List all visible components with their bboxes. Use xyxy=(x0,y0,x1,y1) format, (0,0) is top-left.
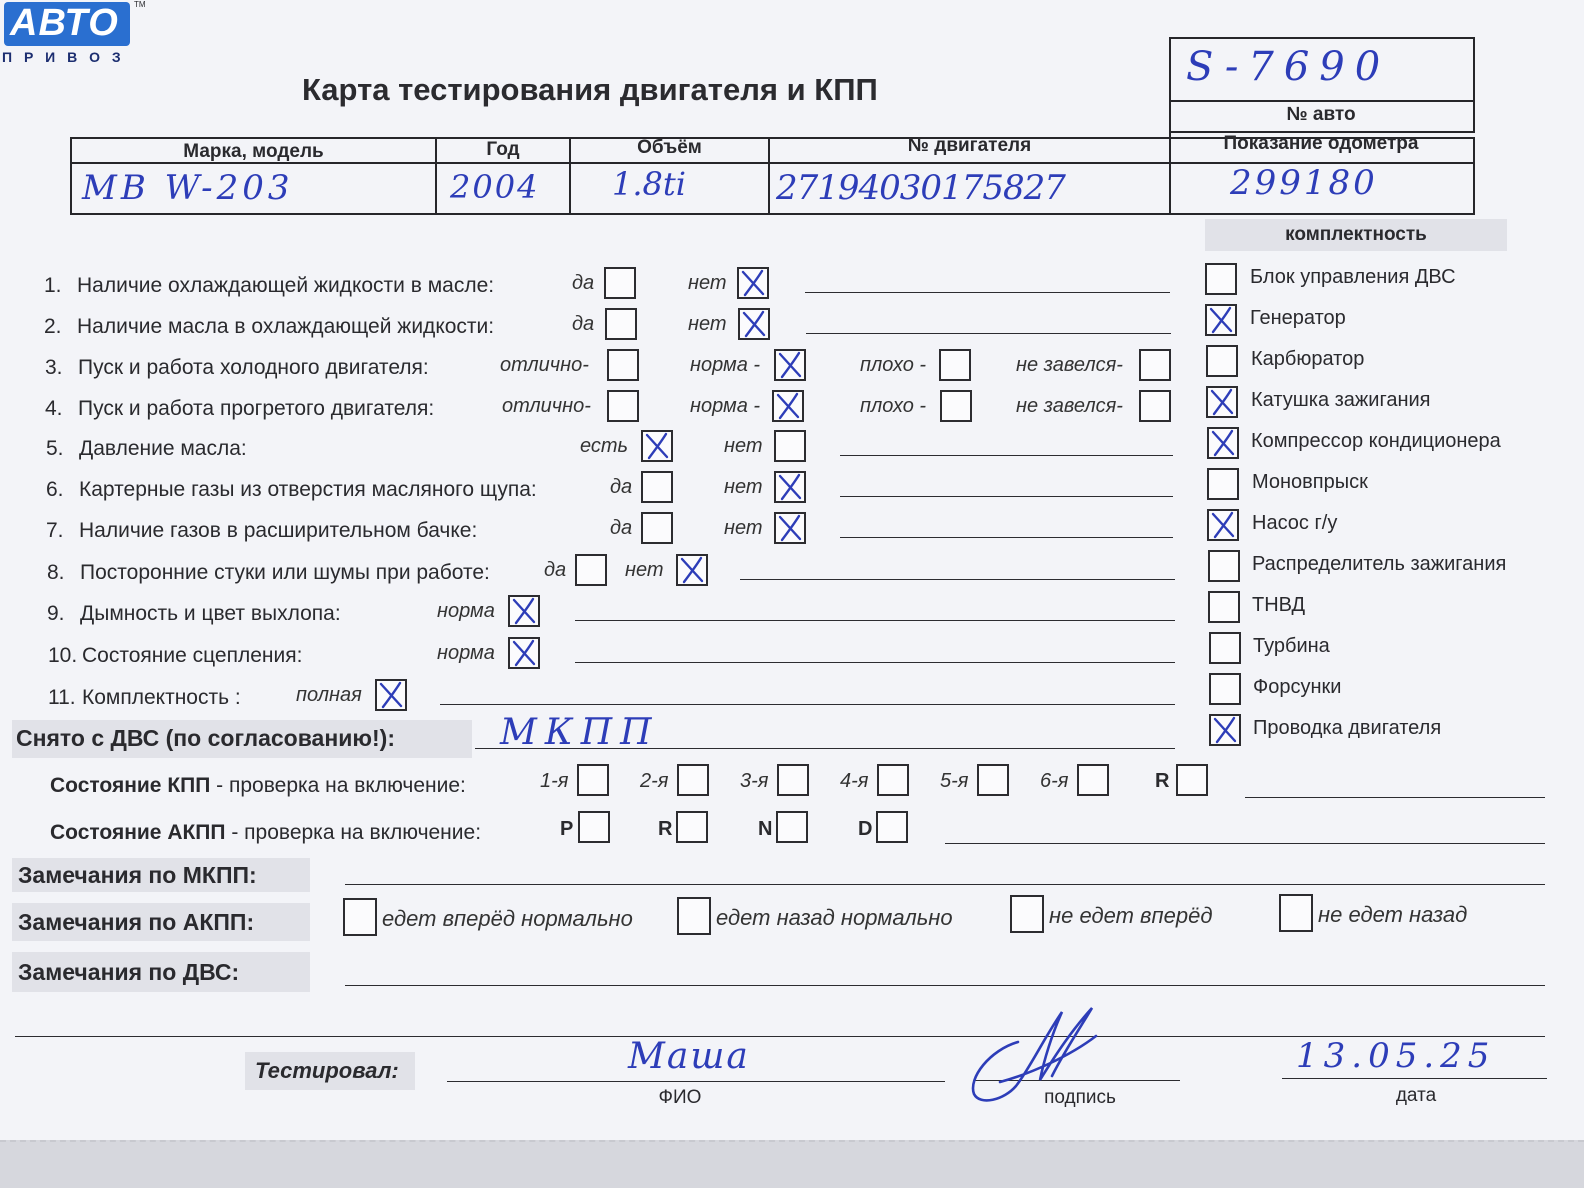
option-checkbox[interactable] xyxy=(737,267,769,299)
option-checkbox[interactable] xyxy=(575,554,607,586)
checkmark-icon xyxy=(676,554,708,586)
akpp-remark-label: едет назад нормально xyxy=(716,905,953,930)
option-label: нет xyxy=(625,559,664,581)
question-number: 3. xyxy=(45,356,63,379)
mode-checkbox[interactable] xyxy=(776,811,808,843)
complete-checkbox[interactable] xyxy=(1207,468,1239,500)
option-label: да xyxy=(544,559,567,581)
option-checkbox[interactable] xyxy=(774,349,806,381)
complete-checkbox[interactable] xyxy=(1205,263,1237,295)
option-checkbox[interactable] xyxy=(607,390,639,422)
remarks-akpp-label: Замечания по АКПП: xyxy=(18,909,255,935)
gear-checkbox[interactable] xyxy=(977,764,1009,796)
complete-item-label: Компрессор кондиционера xyxy=(1251,430,1501,452)
gear-label: 2-я xyxy=(640,770,669,792)
question-number: 10. xyxy=(48,644,78,667)
auto-number-label: № авто xyxy=(1286,104,1356,125)
gear-label: R xyxy=(1155,770,1170,792)
auto-box-divider xyxy=(1169,100,1473,102)
answer-line xyxy=(575,620,1175,621)
date-line xyxy=(1282,1078,1547,1079)
complete-checkbox[interactable] xyxy=(1205,304,1237,336)
checkmark-icon xyxy=(774,349,806,381)
option-label: не завелся- xyxy=(1016,354,1123,376)
col-header-year: Год xyxy=(486,139,520,160)
gear-label: 3-я xyxy=(740,770,769,792)
question-text: Картерные газы из отверстия масляного щупа: xyxy=(79,478,537,501)
complete-item-label: Насос г/у xyxy=(1252,512,1338,534)
col-header-odometer: Показание одометра xyxy=(1223,133,1419,154)
option-label: норма - xyxy=(690,395,761,417)
option-checkbox[interactable] xyxy=(774,512,806,544)
answer-line xyxy=(840,455,1173,456)
option-label: нет xyxy=(724,435,763,457)
option-label: да xyxy=(572,313,595,335)
sign-label: подпись xyxy=(1044,1087,1116,1108)
remarks-mkpp-line xyxy=(345,884,1545,885)
question-text: Наличие газов в расширительном бачке: xyxy=(79,519,478,542)
option-checkbox[interactable] xyxy=(676,554,708,586)
kpp-label-bold: Состояние КПП xyxy=(50,774,211,797)
checkmark-icon xyxy=(1207,509,1239,541)
akpp-remark-checkbox[interactable] xyxy=(1010,895,1044,933)
value-model: МВ W-203 xyxy=(82,168,294,208)
logo-tm: TM xyxy=(134,0,146,9)
complete-checkbox[interactable] xyxy=(1209,632,1241,664)
option-label: да xyxy=(610,476,633,498)
answer-line xyxy=(440,704,1175,705)
value-year: 2004 xyxy=(450,168,540,206)
complete-item-label: Блок управления ДВС xyxy=(1250,266,1456,288)
value-odometer: 299180 xyxy=(1230,163,1378,203)
mode-checkbox[interactable] xyxy=(876,811,908,843)
complete-item-label: Карбюратор xyxy=(1251,348,1365,370)
option-checkbox[interactable] xyxy=(1139,390,1171,422)
complete-title: комплектность xyxy=(1285,224,1427,245)
mode-label: R xyxy=(658,818,673,840)
akpp-remark-checkbox[interactable] xyxy=(677,897,711,935)
option-checkbox[interactable] xyxy=(508,637,540,669)
complete-item-label: Катушка зажигания xyxy=(1251,389,1431,411)
question-number: 11. xyxy=(48,686,76,709)
option-label: норма xyxy=(437,600,495,622)
answer-line xyxy=(805,292,1170,293)
question-number: 7. xyxy=(46,519,64,542)
question-text: Давление масла: xyxy=(79,437,247,460)
akpp-remark-checkbox[interactable] xyxy=(343,898,377,936)
option-checkbox[interactable] xyxy=(604,267,636,299)
akpp-label xyxy=(50,821,481,845)
checkmark-icon xyxy=(1205,304,1237,336)
fio-value[interactable]: Маша xyxy=(628,1036,750,1077)
option-checkbox[interactable] xyxy=(772,390,804,422)
option-label: плохо - xyxy=(860,354,927,376)
option-checkbox[interactable] xyxy=(939,349,971,381)
complete-checkbox[interactable] xyxy=(1208,550,1240,582)
option-label: отлично- xyxy=(502,395,591,417)
option-label: норма xyxy=(437,642,495,664)
option-checkbox[interactable] xyxy=(605,308,637,340)
fio-label: ФИО xyxy=(658,1087,702,1108)
col-header-engine-number: № двигателя xyxy=(907,135,1032,156)
checkmark-icon xyxy=(774,471,806,503)
question-text: Комплектность : xyxy=(82,686,241,709)
option-checkbox[interactable] xyxy=(641,430,673,462)
complete-item-label: Распределитель зажигания xyxy=(1252,553,1507,575)
answer-line xyxy=(840,496,1173,497)
complete-item-label: ТНВД xyxy=(1252,594,1306,616)
complete-checkbox[interactable] xyxy=(1206,386,1238,418)
logo-main-text: АВТО xyxy=(10,2,119,44)
gear-checkbox[interactable] xyxy=(877,764,909,796)
akpp-label-rest: - проверка на включение: xyxy=(225,821,482,844)
torn-edge xyxy=(0,1140,1584,1188)
akpp-remark-label: едет вперёд нормально xyxy=(382,906,633,931)
checkmark-icon xyxy=(641,430,673,462)
question-number: 8. xyxy=(47,561,65,584)
fio-line xyxy=(447,1081,945,1082)
gear-label: 1-я xyxy=(540,770,569,792)
question-text: Наличие масла в охлаждающей жидкости: xyxy=(77,315,495,338)
date-label: дата xyxy=(1395,1085,1437,1106)
checkmark-icon xyxy=(738,308,770,340)
question-number: 4. xyxy=(45,397,63,420)
gear-label: 5-я xyxy=(940,770,969,792)
kpp-line xyxy=(1245,797,1545,798)
question-text: Пуск и работа холодного двигателя: xyxy=(78,356,429,379)
gear-checkbox[interactable] xyxy=(1077,764,1109,796)
checkmark-icon xyxy=(1209,714,1241,746)
complete-item-label: Турбина xyxy=(1253,635,1330,657)
checkmark-icon xyxy=(508,637,540,669)
page-title: Карта тестирования двигателя и КПП xyxy=(302,72,878,107)
option-label: да xyxy=(610,517,633,539)
question-number: 6. xyxy=(46,478,64,501)
checkmark-icon xyxy=(1207,427,1239,459)
checkmark-icon xyxy=(737,267,769,299)
option-checkbox[interactable] xyxy=(940,390,972,422)
complete-checkbox[interactable] xyxy=(1207,427,1239,459)
gear-checkbox[interactable] xyxy=(677,764,709,796)
question-text: Пуск и работа прогретого двигателя: xyxy=(78,397,435,420)
option-label: отлично- xyxy=(500,354,589,376)
question-number: 1. xyxy=(44,274,62,297)
option-checkbox[interactable] xyxy=(607,349,639,381)
option-label: нет xyxy=(724,476,763,498)
answer-line xyxy=(840,537,1173,538)
question-text: Состояние сцепления: xyxy=(82,644,303,667)
option-checkbox[interactable] xyxy=(641,512,673,544)
option-label: не завелся- xyxy=(1016,395,1123,417)
checkmark-icon xyxy=(508,595,540,627)
option-label: плохо - xyxy=(860,395,927,417)
option-label: есть xyxy=(580,435,629,457)
question-number: 9. xyxy=(47,602,65,625)
option-checkbox[interactable] xyxy=(375,679,407,711)
akpp-line xyxy=(945,843,1545,844)
answer-line xyxy=(575,662,1175,663)
option-label: нет xyxy=(688,272,727,294)
option-checkbox[interactable] xyxy=(774,471,806,503)
complete-checkbox[interactable] xyxy=(1207,509,1239,541)
answer-line xyxy=(740,579,1175,580)
complete-checkbox[interactable] xyxy=(1206,345,1238,377)
option-label: полная xyxy=(296,684,362,706)
value-volume: 1.8ti xyxy=(612,165,686,203)
akpp-label-bold: Состояние АКПП xyxy=(50,821,226,844)
complete-item-label: Генератор xyxy=(1250,307,1346,329)
complete-item-label: Моновпрыск xyxy=(1252,471,1368,493)
gear-label: 4-я xyxy=(840,770,869,792)
gear-checkbox[interactable] xyxy=(777,764,809,796)
col-header-volume: Объём xyxy=(637,137,702,158)
checkmark-icon xyxy=(774,512,806,544)
mode-label: P xyxy=(560,818,574,840)
checkmark-icon xyxy=(772,390,804,422)
option-checkbox[interactable] xyxy=(738,308,770,340)
mode-checkbox[interactable] xyxy=(578,811,610,843)
mode-label: N xyxy=(758,818,773,840)
option-checkbox[interactable] xyxy=(641,471,673,503)
mode-label: D xyxy=(858,818,873,840)
remarks-dvs-label: Замечания по ДВС: xyxy=(18,959,240,985)
remarks-mkpp-label: Замечания по МКПП: xyxy=(18,862,257,888)
question-number: 5. xyxy=(46,437,64,460)
kpp-label-rest: - проверка на включение: xyxy=(210,774,466,797)
answer-line xyxy=(806,333,1171,334)
checkmark-icon xyxy=(375,679,407,711)
gear-checkbox[interactable] xyxy=(577,764,609,796)
complete-checkbox[interactable] xyxy=(1209,714,1241,746)
complete-checkbox[interactable] xyxy=(1209,673,1241,705)
gear-checkbox[interactable] xyxy=(1176,764,1208,796)
logo-sub-text: П Р И В О З xyxy=(2,49,125,65)
question-text: Посторонние стуки или шумы при работе: xyxy=(80,561,490,584)
mode-checkbox[interactable] xyxy=(676,811,708,843)
complete-checkbox[interactable] xyxy=(1208,591,1240,623)
option-checkbox[interactable] xyxy=(774,430,806,462)
tested-by-label: Тестировал: xyxy=(255,1058,399,1083)
col-header-model: Марка, модель xyxy=(183,141,324,162)
akpp-remark-label: не едет назад xyxy=(1318,902,1468,927)
question-text: Дымность и цвет выхлопа: xyxy=(80,602,341,625)
logo xyxy=(0,0,146,68)
akpp-remark-checkbox[interactable] xyxy=(1279,894,1313,932)
question-text: Наличие охлаждающей жидкости в масле: xyxy=(77,274,495,297)
value-engine-number: 27194030175827 xyxy=(776,168,1065,208)
option-label: норма - xyxy=(690,354,761,376)
option-checkbox[interactable] xyxy=(508,595,540,627)
kpp-label xyxy=(50,774,466,798)
option-label: да xyxy=(572,272,595,294)
auto-number-value: S-7690 xyxy=(1186,44,1391,90)
complete-item-label: Проводка двигателя xyxy=(1253,717,1442,739)
question-number: 2. xyxy=(44,315,62,338)
option-label: нет xyxy=(688,313,727,335)
gear-label: 6-я xyxy=(1040,770,1069,792)
removed-label: Снято с ДВС (по согласованию!): xyxy=(16,725,395,751)
option-label: нет xyxy=(724,517,763,539)
checkmark-icon xyxy=(1206,386,1238,418)
complete-item-label: Форсунки xyxy=(1253,676,1342,698)
option-checkbox[interactable] xyxy=(1139,349,1171,381)
removed-value[interactable]: МКПП xyxy=(500,712,660,753)
remarks-dvs-line xyxy=(345,985,1545,986)
date-value[interactable]: 13.05.25 xyxy=(1296,1036,1496,1076)
akpp-remark-label: не едет вперёд xyxy=(1049,903,1213,928)
